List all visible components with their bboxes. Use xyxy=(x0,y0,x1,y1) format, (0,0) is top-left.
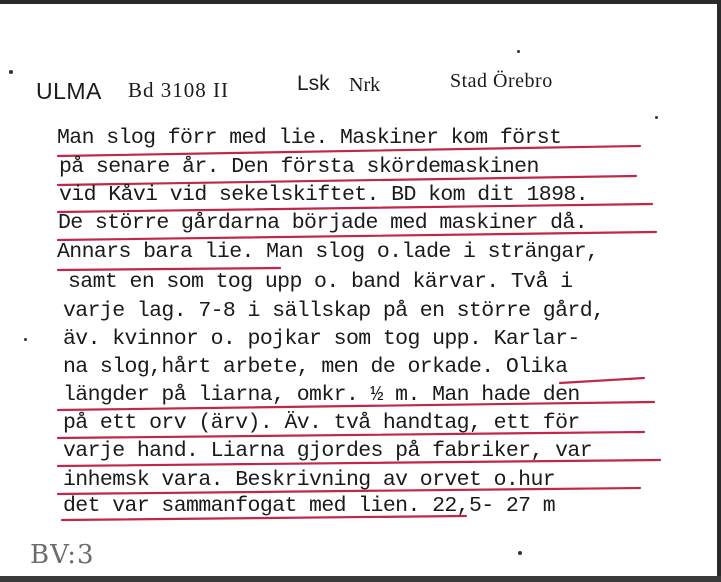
text-line: varje lag. 7-8 i sällskap på en större gård, xyxy=(63,299,605,323)
text-line: De större gårdarna började med maskiner då. xyxy=(58,211,587,235)
text-line: inhemsk vara. Beskrivning av orvet o.hur xyxy=(63,468,556,492)
speck xyxy=(655,116,658,119)
text-line: varje hand. Liarna gjordes på fabriker, var xyxy=(63,439,592,463)
speck xyxy=(9,70,13,74)
speck xyxy=(517,50,520,53)
archive-label: ULMA xyxy=(36,78,102,104)
text-line: Man slog förr med lie. Maskiner kom först xyxy=(57,126,562,150)
place-label: Stad Örebro xyxy=(450,70,553,92)
text-line: det var sammanfogat med lien. 22,5- 27 m xyxy=(63,494,556,518)
text-line: längder på liarna, omkr. ½ m. Man hade den xyxy=(63,383,580,407)
text-line: na slog,hårt arbete, men de orkade. Olika xyxy=(63,355,568,379)
text-line: äv. kvinnor o. pojkar som tog upp. Karlar- xyxy=(63,327,580,351)
speck xyxy=(24,338,27,341)
text-line: vid Kåvi vid sekelskiftet. BD kom dit 1898. xyxy=(59,183,588,207)
department-label: Lsk xyxy=(297,72,330,95)
text-line: Annars bara lie. Man slog o.lade i strängar, xyxy=(57,240,599,264)
text-line: på senare år. Den första skördemaskinen xyxy=(59,155,539,179)
reference-number: Bd 3108 II xyxy=(128,78,229,102)
text-line: samt en som tog upp o. band kärvar. Två i xyxy=(68,270,573,294)
speck xyxy=(518,551,522,555)
text-line: på ett orv (ärv). Äv. två handtag, ett för xyxy=(63,411,580,435)
region-code: Nrk xyxy=(349,74,381,96)
footer-classification-mark: BV:3 xyxy=(30,540,95,570)
